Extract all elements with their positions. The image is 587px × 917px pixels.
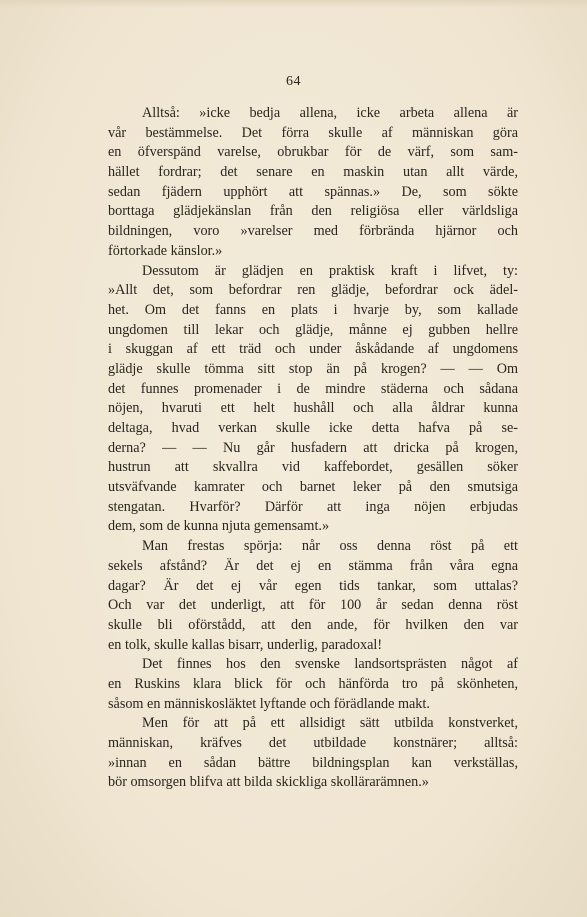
text-line: dagar? Är det ej vår egen tids tankar, som uttalas? xyxy=(108,577,518,594)
text-line: förtorkade känslor.» xyxy=(108,242,223,259)
text-line: dem, som de kunna njuta gemensamt.» xyxy=(108,518,330,535)
text-line: Det finnes hos den svenske landsortsprästen något af xyxy=(142,656,518,673)
text-line: bör omsorgen blifva att bilda skickliga skollärarämnen.» xyxy=(108,774,429,791)
text-line: såsom en människosläktet lyftande och förädlande makt. xyxy=(108,695,430,712)
text-line: ungdomen till lekar och glädje, månne ej gubben hellre xyxy=(108,321,518,338)
page-top-edge xyxy=(0,0,587,8)
text-line: Men för att på ett allsidigt sätt utbilda konstverket, xyxy=(142,715,518,732)
text-line: bildningen, voro »varelser med förbrända hjärnor och xyxy=(108,223,518,240)
text-line: Och var det underligt, att för 100 år sedan denna röst xyxy=(108,597,518,614)
text-line: stengatan. Hvarför? Därför att inga nöjen erbjudas xyxy=(108,498,518,515)
text-line: hället fordrar; det senare en maskin utan allt värde, xyxy=(108,164,518,181)
text-line: Alltså: »icke bedja allena, icke arbeta allena är xyxy=(142,105,518,121)
text-line: vår bestämmelse. Det förra skulle af människan göra xyxy=(108,124,518,141)
text-line: en öfverspänd varelse, obrukbar för de värf, som sam- xyxy=(108,144,518,161)
body-text xyxy=(108,104,518,793)
text-line: derna? — — Nu går husfadern att dricka på krogen, xyxy=(108,439,518,456)
text-line: hustrun att skvallra vid kaffebordet, gesällen söker xyxy=(108,459,518,476)
text-line: »Allt det, som befordrar ren glädje, befordrar ock ädel- xyxy=(108,282,518,299)
text-line: skulle bli oförstådd, att den ande, för hvilken den var xyxy=(108,616,518,633)
text-line: »innan en sådan bättre bildningsplan kan verkställas, xyxy=(108,754,518,771)
text-line: nöjen, hvaruti ett helt hushåll och alla åldrar kunna xyxy=(108,400,518,417)
text-line: sedan fjädern upphört att spännas.» De, som sökte xyxy=(108,183,518,200)
text-line: det funnes promenader i de mindre städerna och sådana xyxy=(108,380,518,397)
page-number: 64 xyxy=(286,74,301,89)
text-line: Dessutom är glädjen en praktisk kraft i lifvet, ty: xyxy=(142,262,518,279)
text-line: sekels afstånd? Är det ej en stämma från våra egna xyxy=(108,557,518,574)
text-line: deltaga, hvad verkan skulle icke detta hafva på se- xyxy=(108,420,518,436)
text-line: het. Om det fanns en plats i hvarje by, som kallade xyxy=(108,301,518,318)
text-line: en Ruskins klara blick för och hänförda tro på skönheten, xyxy=(108,675,518,692)
text-line: en tolk, skulle kallas bisarr, underlig, paradoxal! xyxy=(108,636,383,653)
text-line: Man frestas spörja: når oss denna röst på ett xyxy=(142,538,518,555)
text-line: människan, kräfves det utbildade konstnärer; alltså: xyxy=(108,735,518,751)
text-line: i skuggan af ett träd och under åskådande af ungdomens xyxy=(108,341,518,358)
text-line: glädje skulle tömma sitt stop än på krogen? — — Om xyxy=(108,360,518,377)
text-line: utsväfvande kamrater och barnet leker på den smutsiga xyxy=(108,479,518,496)
text-line: borttaga glädjekänslan från den religiösa eller världsliga xyxy=(108,203,518,220)
